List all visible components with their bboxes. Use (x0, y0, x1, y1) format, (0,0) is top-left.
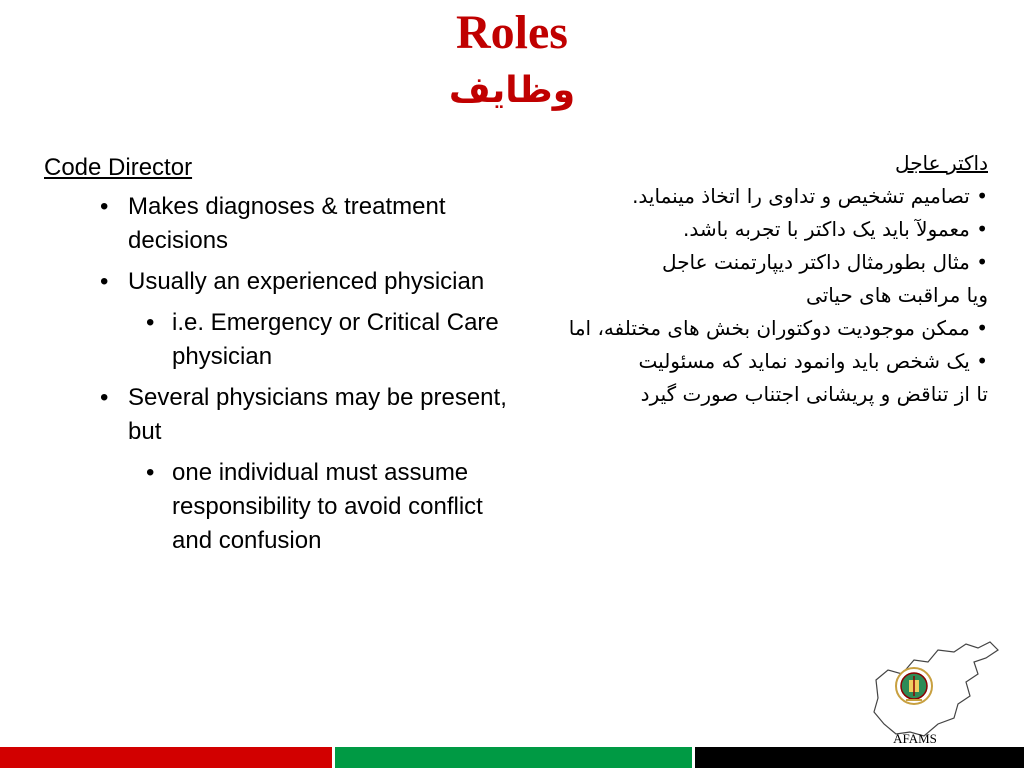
bullet-icon: • (146, 459, 155, 486)
footer-stripe-green (335, 747, 692, 768)
left-heading: Code Director (44, 154, 193, 181)
flag-footer-bar (0, 747, 1024, 768)
bullet-icon: • (100, 193, 109, 220)
bullet-icon: • (100, 384, 109, 411)
list-item-text: Usually an experienced physician (128, 268, 485, 295)
sub-list-item-text: i.e. Emergency or Critical Care physician (172, 309, 499, 370)
sub-bullet-list (128, 456, 514, 558)
bullet-icon: • (146, 309, 155, 336)
list-item (44, 190, 514, 258)
slide-title-persian: وظایف (448, 70, 576, 111)
rtl-paragraph: • ممکن موجودیت دوکتوران بخش های مختلفه، اما (568, 316, 988, 340)
sub-list-item (44, 456, 514, 558)
list-item (44, 265, 514, 374)
list-item-text: Several physicians may be present, but (128, 384, 507, 445)
sub-list-item (44, 306, 514, 374)
rtl-paragraph: • تصامیم تشخیص و تداوی را اتخاذ مینماید. (632, 184, 988, 208)
rtl-paragraph: • معمولآ باید یک داکتر با تجربه باشد. (683, 217, 988, 241)
afams-label: AFAMS (893, 731, 937, 746)
footer-stripe-black (695, 747, 1024, 768)
slide-title: Roles (456, 6, 568, 59)
list-item-text: Makes diagnoses & treatment decisions (128, 193, 446, 254)
footer-stripe-red (0, 747, 332, 768)
rtl-paragraph: • یک شخص باید وانمود نماید که مسئولیت تا از تناقض و پریشانی اجتناب صورت گیرد (638, 349, 988, 406)
sub-list-item-text: one individual must assume responsibility to avoid conflict and confusion (172, 459, 483, 554)
list-item (44, 381, 514, 558)
right-column-persian (538, 148, 988, 411)
bullet-icon: • (100, 268, 109, 295)
afghanistan-map-emblem-icon (866, 640, 1006, 740)
rtl-paragraph: • مثال بطورمثال داکتر دیپارتمنت عاجل ویا مراقبت های حیاتی (662, 250, 988, 307)
right-heading: داکتر عاجل (895, 151, 988, 175)
left-bullet-list (44, 190, 514, 558)
sub-bullet-list (128, 306, 514, 374)
left-column (44, 150, 514, 565)
